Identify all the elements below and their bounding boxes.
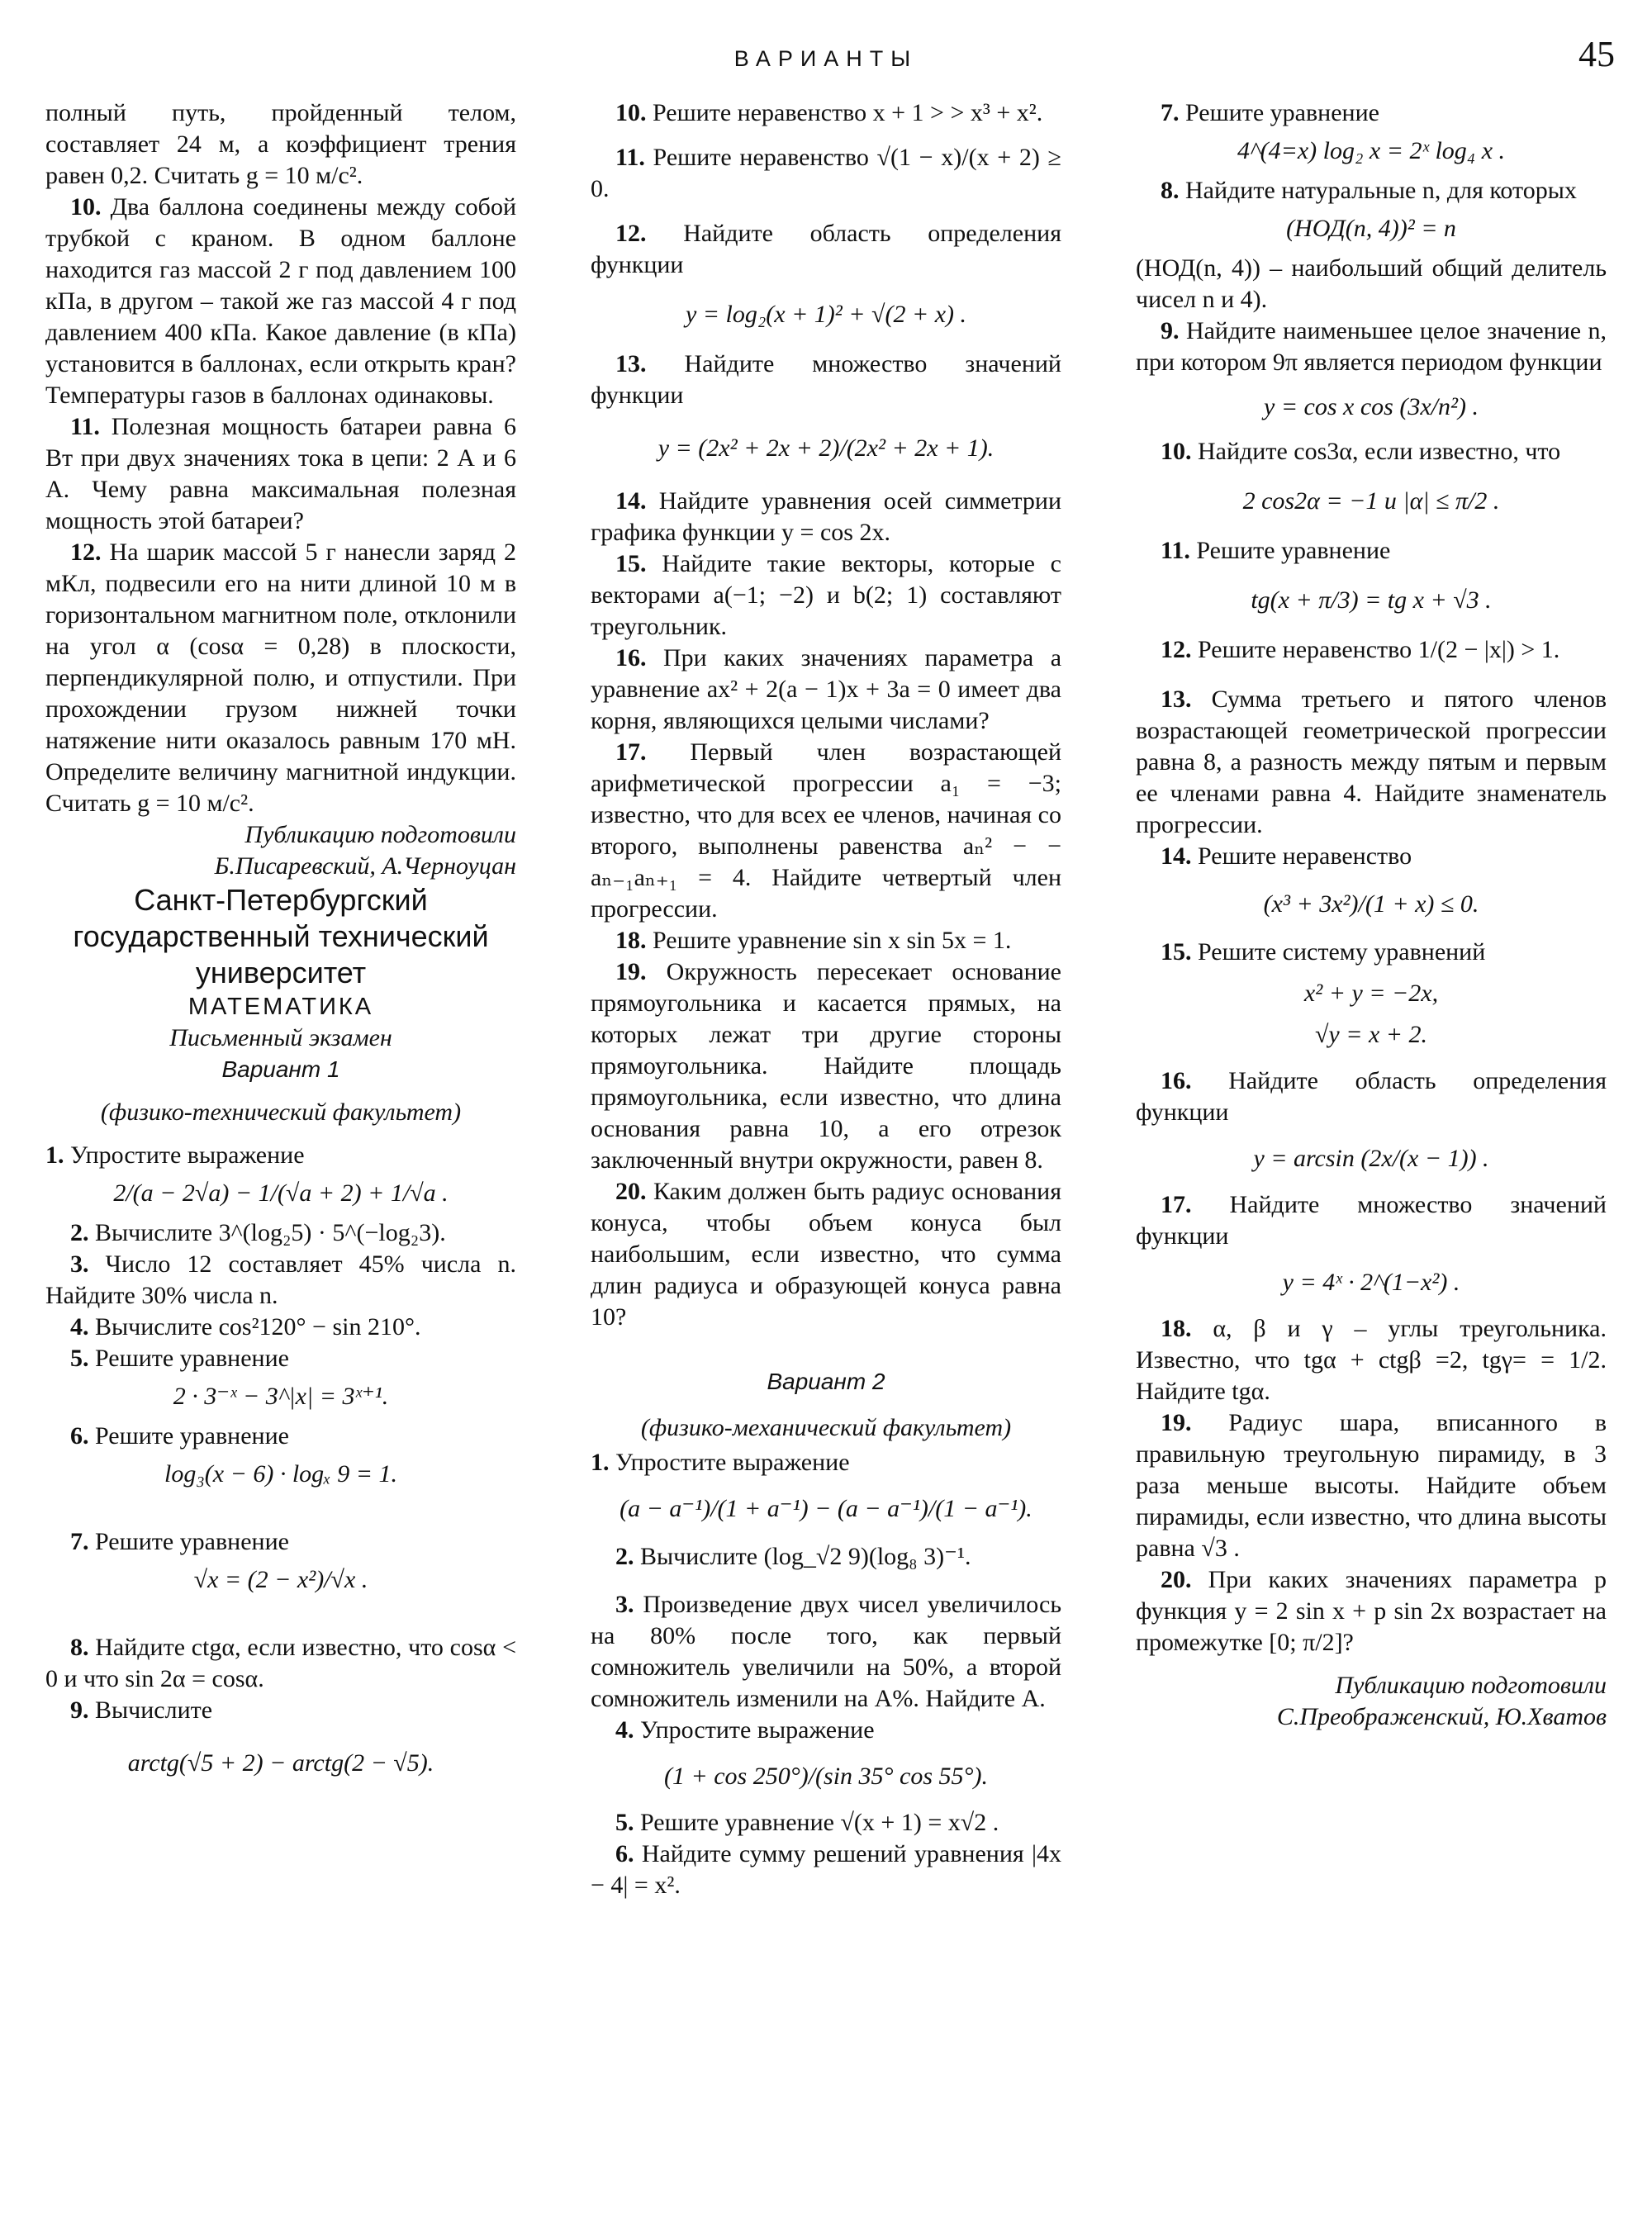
formula: y = arcsin (2x/(x − 1)) . [1253, 1145, 1489, 1172]
question-text: Решите уравнение sin x sin 5x = 1. [653, 927, 1012, 954]
question-text: Найдите сумму решений уравнения |4x − 4| = x². [591, 1840, 1061, 1899]
question-3 [45, 1249, 516, 1312]
formula: 2/(a − 2√a) − 1/(√a + 2) + 1/√a . [113, 1179, 449, 1207]
question-15 [1136, 937, 1607, 968]
question-8 [45, 1632, 516, 1695]
question-1 [45, 1140, 516, 1171]
question-number: 20. [1161, 1566, 1192, 1593]
problem-text: На шарик массой 5 г нанесли заряд 2 мКл, подвесили его на нити длиной 10 м в горизонтальном магнитном поле, отклонили на угол α (cosα = 0,28) в плоскости, перпендикулярной полю, и отпустили. При прохождении грузом нижней точки натяжение нити оказалось равным 170 мН. Определите величину магнитной индукции. Считать g = 10 м/с². [45, 539, 517, 817]
question-text: Упростите выражение [70, 1141, 305, 1169]
problem-number: 10. [70, 193, 102, 221]
question-5 [45, 1343, 516, 1374]
question-text: Решите систему уравнений [1198, 938, 1486, 966]
question-number: 9. [70, 1696, 89, 1724]
question-number: 3. [615, 1591, 634, 1618]
question-number: 2. [70, 1219, 89, 1246]
question-number: 4. [70, 1313, 89, 1341]
question-number: 13. [1161, 686, 1192, 713]
formula: (НОД(n, 4))² = n [1286, 215, 1456, 242]
question-number: 16. [1161, 1067, 1192, 1094]
running-header: ВАРИАНТЫ [733, 46, 919, 71]
formula: log₃(x − 6) · logₓ 9 = 1. [164, 1460, 397, 1488]
formula: y = (2x² + 2x + 2)/(2x² + 2x + 1). [657, 434, 995, 462]
question-11 [1136, 535, 1607, 567]
question-text: Число 12 составляет 45% числа n. Найдите 30% числа n. [45, 1250, 516, 1309]
v2-question-1 [591, 1447, 1061, 1478]
question-text: Вычислите [95, 1696, 213, 1724]
question-number: 5. [615, 1809, 634, 1836]
question-text: Найдите такие векторы, которые с векторами a(−1; −2) и b(2; 1) составляют треугольник. [591, 550, 1062, 640]
question-text: Произведение двух чисел увеличилось на 80% после того, как первый сомножитель увеличили на 50%, а второй сомножитель изменили на A%. Найдите A. [591, 1591, 1061, 1712]
question-text: Решите уравнение [95, 1422, 289, 1450]
page-number: 45 [1578, 34, 1615, 74]
question-number: 15. [615, 550, 647, 577]
v2-question-2 [591, 1541, 1061, 1573]
question-10 [1136, 436, 1607, 467]
question-number: 19. [1161, 1409, 1192, 1436]
question-9 [1136, 316, 1607, 378]
question-text: Решите уравнение √(x + 1) = x√2 . [640, 1809, 999, 1836]
problem-text: Полезная мощность батареи равна 6 Вт при двух значениях тока в цепи: 2 А и 6 А. Чему равна максимальная полезная мощность этой батареи? [45, 413, 516, 534]
question-text: Упростите выражение [615, 1449, 850, 1476]
formula: y = cos x cos (3x/n²) . [1264, 393, 1479, 420]
question-10 [591, 97, 1061, 129]
question-number: 11. [1161, 537, 1190, 564]
question-19 [1136, 1407, 1607, 1564]
variant-title: Вариант 2 [767, 1369, 885, 1394]
formula: 2 · 3⁻ˣ − 3^|x| = 3ˣ⁺¹. [173, 1383, 389, 1410]
question-number: 18. [615, 927, 647, 954]
question-number: 17. [1161, 1191, 1192, 1218]
question-text: Вычислите (log_√2 9)(log₈ 3)⁻¹. [640, 1543, 971, 1570]
formula: y = 4ˣ · 2^(1−x²) . [1282, 1269, 1460, 1296]
question-14 [591, 486, 1061, 548]
question-text: Решите уравнение [95, 1528, 289, 1555]
question-number: 6. [615, 1840, 634, 1867]
question-number: 4. [615, 1716, 634, 1744]
faculty-title: (физико-технический факультет) [100, 1099, 462, 1126]
question-text: Радиус шара, вписанного в правильную треугольную пирамиду, в 3 раза меньше высоты. Найдите объем пирамиды, если известно, что длина высоты равна √3 . [1136, 1409, 1607, 1562]
question-4 [45, 1312, 516, 1343]
formula: tg(x + π/3) = tg x + √3 . [1251, 586, 1492, 614]
question-12 [1136, 634, 1607, 666]
question-number: 7. [1161, 99, 1180, 126]
credit-authors: С.Преображенский, Ю.Хватов [1276, 1703, 1607, 1730]
question-number: 6. [70, 1422, 89, 1450]
question-6 [45, 1421, 516, 1452]
formula: √x = (2 − x²)/√x . [193, 1566, 368, 1593]
question-16 [1136, 1065, 1607, 1128]
formula: 2 cos2α = −1 и |α| ≤ π/2 . [1242, 487, 1500, 515]
question-number: 19. [615, 958, 647, 985]
formula: y = log₂(x + 1)² + √(2 + x) . [685, 301, 967, 328]
question-text: Найдите наименьшее целое значение n, при котором 9π является периодом функции [1136, 317, 1607, 376]
formula: (x³ + 3x²)/(1 + x) ≤ 0. [1263, 890, 1479, 918]
faculty-title: (физико-механический факультет) [640, 1414, 1012, 1441]
problem-text: Два баллона соединены между собой трубкой с краном. В одном баллоне находится газ массой 2 г под давлением 100 кПа, в другом – такой же газ массой 4 г под давлением 400 кПа. Какое давление (в кПа) установится в баллонах, если открыть кран? Температуры газов в баллонах одинаковы. [45, 193, 516, 409]
question-number: 14. [1161, 842, 1192, 870]
question-text: Вычислите 3^(log₂5) · 5^(−log₂3). [95, 1219, 446, 1246]
question-text: Решите неравенство 1/(2 − |x|) > 1. [1198, 636, 1560, 663]
question-13 [591, 349, 1061, 411]
question-number: 3. [70, 1250, 89, 1278]
question-number: 8. [1161, 177, 1180, 204]
question-18 [1136, 1313, 1607, 1407]
formula-line-1: x² + y = −2x, [1303, 980, 1439, 1007]
question-number: 1. [591, 1449, 610, 1476]
question-text: При каких значениях параметра p функция y = 2 sin x + p sin 2x возрастает на промежутке [0; π/2]? [1136, 1566, 1607, 1656]
problem-12 [45, 537, 516, 819]
problem-number: 12. [70, 539, 102, 566]
question-text: Решите уравнение [95, 1345, 289, 1372]
question-text: Решите неравенство √(1 − x)/(x + 2) ≥ 0. [591, 144, 1061, 202]
v2-question-5 [591, 1807, 1061, 1839]
question-text: Найдите ctgα, если известно, что cosα < 0 и что sin 2α = cosα. [45, 1634, 517, 1692]
question-number: 12. [1161, 636, 1192, 663]
exam-title: Письменный экзамен [169, 1024, 392, 1051]
question-number: 5. [70, 1345, 89, 1372]
v2-question-6 [591, 1839, 1061, 1901]
question-17 [1136, 1189, 1607, 1252]
question-11 [591, 142, 1061, 205]
question-text: Найдите множество значений функции [591, 350, 1061, 409]
question-9 [45, 1695, 516, 1726]
question-text: Каким должен быть радиус основания конуса, чтобы объем конуса был наибольшим, если известно, что сумма длин радиуса и образующей конуса равна 10? [591, 1178, 1062, 1331]
question-text: Вычислите cos²120° − sin 210°. [95, 1313, 421, 1341]
question-number: 17. [615, 738, 647, 766]
credit-label: Публикацию подготовили [244, 821, 516, 848]
column-3 [1136, 97, 1607, 1733]
question-number: 2. [615, 1543, 634, 1570]
problem-10 [45, 192, 516, 411]
question-8 [1136, 175, 1607, 206]
question-18 [591, 925, 1061, 956]
question-number: 14. [615, 487, 647, 515]
question-text: Сумма третьего и пятого членов возрастающей геометрической прогрессии равна 8, а разность между пятым и первым ее членами равна 4. Найдите знаменатель прогрессии. [1136, 686, 1607, 838]
column-2 [591, 97, 1061, 1901]
question-number: 16. [615, 644, 647, 671]
question-number: 10. [615, 99, 647, 126]
question-text: Найдите область определения функции [1136, 1067, 1607, 1126]
question-20 [1136, 1564, 1607, 1658]
question-number: 7. [70, 1528, 89, 1555]
v2-question-3 [591, 1589, 1061, 1715]
question-text: Найдите натуральные n, для которых [1185, 177, 1577, 204]
question-number: 20. [615, 1178, 647, 1205]
problem-11 [45, 411, 516, 537]
question-15 [591, 548, 1061, 643]
question-number: 18. [1161, 1315, 1192, 1342]
formula: arctg(√5 + 2) − arctg(2 − √5). [127, 1749, 434, 1777]
question-text: Решите неравенство [1198, 842, 1412, 870]
v2-question-4 [591, 1715, 1061, 1746]
question-text: Решите уравнение [1196, 537, 1391, 564]
credit-label: Публикацию подготовили [1335, 1672, 1607, 1699]
question-20 [591, 1176, 1061, 1333]
question-number: 10. [1161, 438, 1192, 465]
question-7 [1136, 97, 1607, 129]
formula-line-2: √y = x + 2. [1314, 1021, 1428, 1048]
formula: (a − a⁻¹)/(1 + a⁻¹) − (a − a⁻¹)/(1 − a⁻¹). [620, 1495, 1032, 1522]
question-13 [1136, 684, 1607, 841]
question-text: Найдите область определения функции [591, 220, 1061, 278]
question-text: Первый член возрастающей арифметической прогрессии a₁ = −3; известно, что для всех ее членов, начиная со второго, выполнены равенства aₙ² − − aₙ₋₁aₙ₊₁ = 4. Найдите четвертый член прогрессии. [591, 738, 1062, 923]
question-text: Найдите cos3α, если известно, что [1198, 438, 1561, 465]
question-number: 13. [615, 350, 647, 377]
question-16 [591, 643, 1061, 737]
question-text: Найдите множество значений функции [1136, 1191, 1607, 1250]
question-text: При каких значениях параметра a уравнение ax² + 2(a − 1)x + 3a = 0 имеет два корня, являющихся целыми числами? [591, 644, 1062, 734]
paragraph: полный путь, пройденный телом, составляет 24 м, а коэффициент трения равен 0,2. Считать g = 10 м/с². [45, 99, 516, 189]
question-text: Решите уравнение [1185, 99, 1379, 126]
question-14 [1136, 841, 1607, 872]
question-7 [45, 1526, 516, 1558]
question-text: Найдите уравнения осей симметрии графика функции y = cos 2x. [591, 487, 1062, 546]
institution-title: Санкт-Петербургский государственный технический университет [73, 883, 489, 989]
question-number: 1. [45, 1141, 64, 1169]
question-text: Решите неравенство x + 1 > > x³ + x². [653, 99, 1043, 126]
question-number: 11. [615, 144, 645, 171]
formula: 4^(4=x) log₂ x = 2ˣ log₄ x . [1237, 137, 1506, 164]
question-text: Окружность пересекает основание прямоугольника и касается прямых, на которых лежат три другие стороны прямоугольника. Найдите площадь прямоугольника, если известно, что длина основания равна 10, а его отрезок заключенный внутри окружности, равен 8. [591, 958, 1061, 1174]
question-text: Упростите выражение [640, 1716, 875, 1744]
question-number: 9. [1161, 317, 1180, 344]
question-17 [591, 737, 1061, 925]
note: (НОД(n, 4)) – наибольший общий делитель чисел n и 4). [1136, 254, 1607, 313]
subject-title: МАТЕМАТИКА [188, 994, 374, 1020]
question-2 [45, 1217, 516, 1249]
formula: (1 + cos 250°)/(sin 35° cos 55°). [663, 1763, 989, 1790]
question-text: α, β и γ – углы треугольника. Известно, что tgα + ctgβ =2, tgγ= = 1/2. Найдите tgα. [1136, 1315, 1607, 1405]
question-19 [591, 956, 1061, 1176]
question-12 [591, 218, 1061, 281]
problem-number: 11. [70, 413, 100, 440]
question-number: 15. [1161, 938, 1192, 966]
column-1 [45, 97, 516, 1787]
question-number: 8. [70, 1634, 89, 1661]
credit-authors: Б.Писаревский, А.Черноуцан [214, 852, 516, 880]
variant-title: Вариант 1 [221, 1056, 340, 1082]
question-number: 12. [615, 220, 647, 247]
